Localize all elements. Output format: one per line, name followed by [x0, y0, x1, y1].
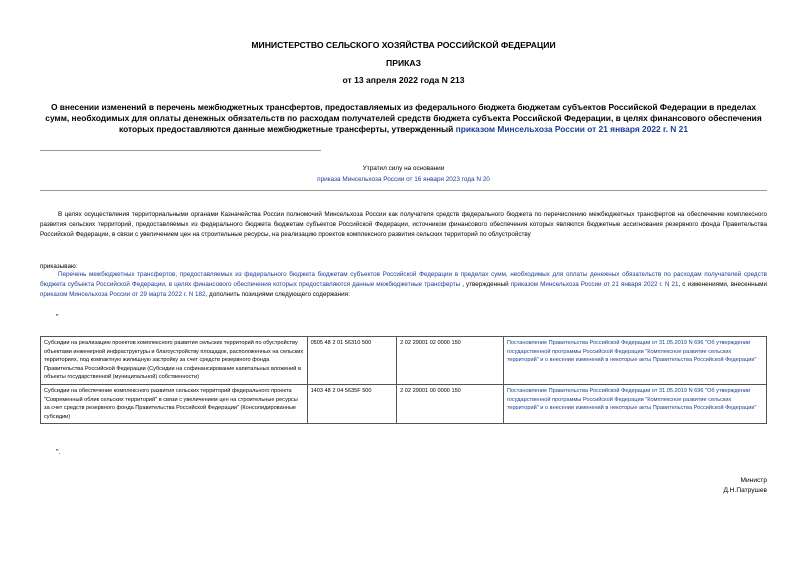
document-date: от 13 апреля 2022 года N 213 — [342, 75, 465, 85]
title-text: О внесении изменений в перечень межбюджетных трансфертов, предоставляемых из федерального бюджета бюджетам субъектов Российской Федерации в пределах сумм, необходимых для оплаты денежных обязательств по расходам получателей средств бюджета субъекта Российской Федерации, в целях финансового обеспечения которых предоставляются данные межбюджетные трансферты, утвержденный — [45, 102, 762, 135]
table-row — [41, 337, 767, 385]
amendment-text-1: , утвержденный — [460, 280, 511, 288]
repeal-notice-link[interactable]: приказа Минсельхоза России от 16 января 2023 года N 20 — [317, 175, 490, 183]
preamble-paragraph — [40, 210, 767, 239]
table-cell-basis — [503, 384, 766, 423]
order-word: приказываю: — [40, 263, 78, 270]
table-cell-code2: 2 02 29001 00 0000 150 — [397, 384, 504, 423]
signer-position: Министр — [740, 477, 767, 484]
preamble-text: В целях осуществления территориальными органами Казначейства России полномочий Минсельхоза России как получателя средств федерального бюджета по перечислению межбюджетных трансфертов на обеспечение комплексного развития сельских территорий, предоставляемых из федерального бюджета бюджетам субъектов Российской Федерации, источником финансового обеспечения которых являются бюджетные ассигнования резервного фонда Правительства Российской Федерации, в связи с увеличением цен на строительные ресурсы, на реализацию проектов комплексного развития сельских территорий по облустройству — [40, 211, 767, 238]
title-link[interactable]: приказом Минсельхоза России от 21 января 2022 г. N 21 — [455, 124, 688, 135]
amendment-paragraph — [40, 270, 767, 299]
table-cell-code2: 2 02 29001 02 0000 150 — [397, 337, 504, 385]
table-basis-link[interactable]: Постановление Правительства Российской Федерации от 31.05.2019 N 696 "Об утверждении государственной программы Российской Федерации "Комплексное развитие сельских территорий" и о внесении изменений в некоторые акты Правительства Российской Федерации" — [506, 340, 757, 364]
amendment-text-2: , с изменениями, внесенными — [678, 280, 768, 288]
repeal-notice-text: Утратил силу на основании — [362, 165, 445, 172]
divider-short — [40, 150, 321, 151]
table-basis-link[interactable]: Постановление Правительства Российской Федерации от 31.05.2019 N 696 "Об утверждении государственной программы Российской Федерации "Комплексное развитие сельских территорий" и о внесении изменений в некоторые акты Правительства Российской Федерации" — [506, 387, 757, 412]
table-cell-basis — [503, 337, 766, 385]
document-title — [40, 102, 767, 136]
table-cell-name: Субсидии на реализацию проектов комплексного развития сельских территорий по обустройству объектами инженерной инфраструктуры и благоустройству площадок, расположенных на сельских территориях, под компактную жилищную застройку за счет средств резервного фонда Правительства Российской Федерации (Субсидии на софинансирование капитальных вложений в объекты государственной (муниципальной) собственности) — [41, 337, 308, 385]
document-type: ПРИКАЗ — [386, 58, 421, 68]
table-row — [41, 384, 767, 423]
signature-block — [723, 476, 767, 496]
amendment-order-21-link[interactable]: приказом Минсельхоза России от 21 января 2022 г. N 21 — [510, 280, 679, 288]
divider-long — [40, 190, 767, 191]
signer-name: Д.Н.Патрушев — [723, 487, 767, 494]
amendment-text-3: , дополнить позициями следующего содержания: — [205, 290, 350, 298]
ministry-heading: МИНИСТЕРСТВО СЕЛЬСКОГО ХОЗЯЙСТВА РОССИЙСКОЙ ФЕДЕРАЦИИ — [251, 40, 556, 50]
quote-open: " — [56, 314, 59, 321]
transfers-table — [40, 336, 767, 424]
table-cell-name: Субсидии на обеспечение комплексного развития сельских территорий федерального проекта "Современный облик сельских территорий" в связи с увеличением цен на строительные ресурсы за счет средств резервного фонда Правительства Российской Федерации" (Консолидированные субсидии) — [41, 384, 308, 423]
repeal-notice — [0, 164, 807, 185]
table-cell-code1: 1403 48 2 04 5635F 500 — [307, 384, 397, 423]
amendment-order-182-link[interactable]: приказом Минсельхоза России от 29 марта 2022 г. N 182 — [40, 290, 206, 298]
amendment-list-link[interactable]: Перечень межбюджетных трансфертов, предоставляемых из федерального бюджета бюджетам субъектов Российской Федерации в пределах сумм, необходимых для оплаты денежных обязательств по расходам получателей средств бюджета субъекта Российской Федерации, в целях финансового обеспечения которых предоставляются данные межбюджетные трансферты — [40, 271, 767, 288]
quote-close: ". — [56, 449, 61, 456]
table-cell-code1: 0505 48 2 01 56310 500 — [307, 337, 397, 385]
